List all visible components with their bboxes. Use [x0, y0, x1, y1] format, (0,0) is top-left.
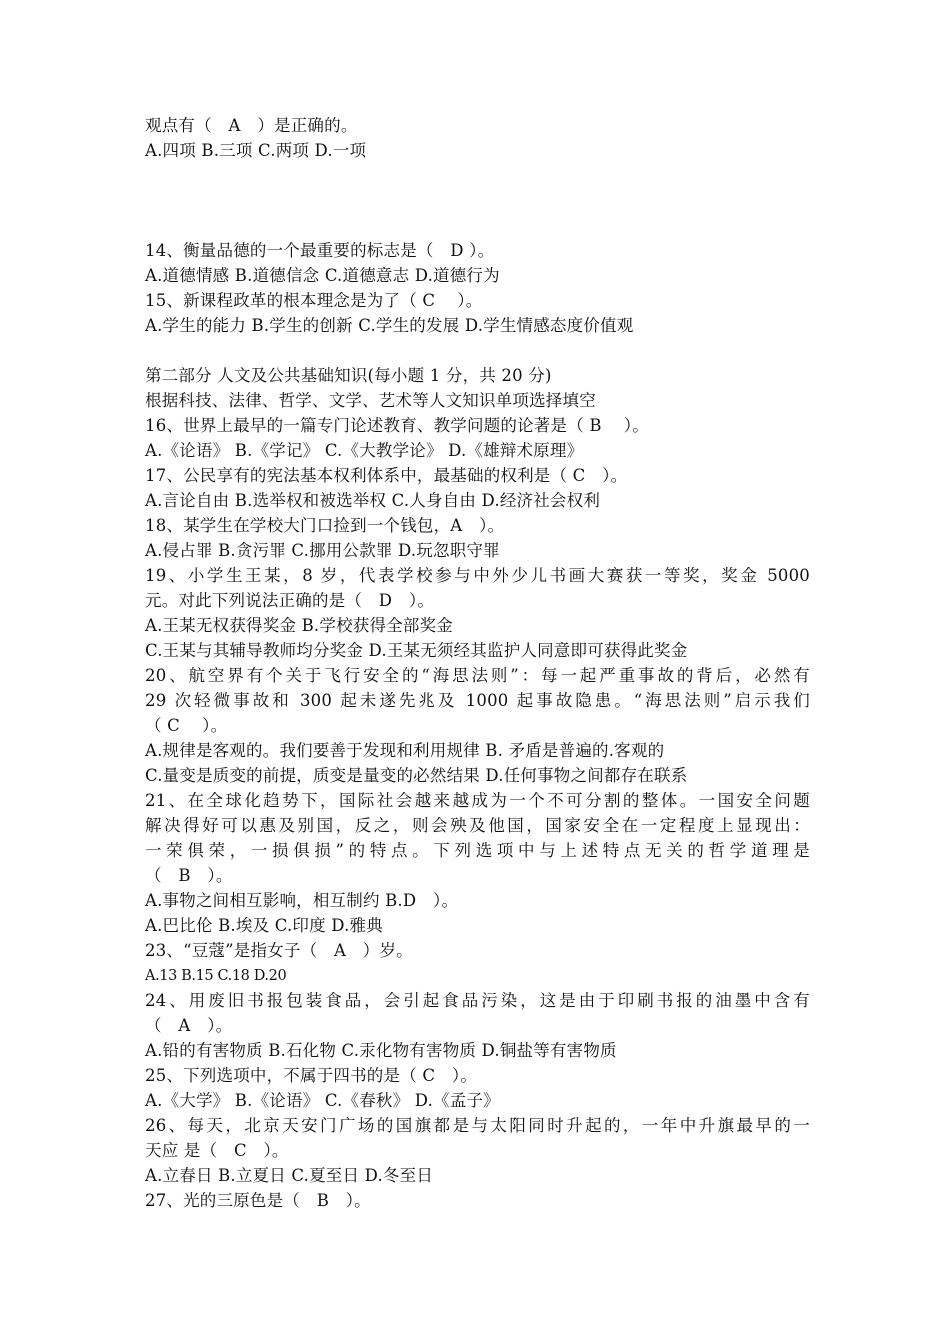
question-24: 24、用废旧书报包装食品，会引起食品污染，这是由于印刷书报的油墨中含有	[145, 991, 810, 1010]
question-21-cont: 一荣俱荣，一损俱损”的特点。下列选项中与上述特点无关的哲学道理是	[145, 841, 810, 860]
question-18: 18、某学生在学校大门口捡到一个钱包，A ）。	[145, 516, 505, 535]
options-25: A.《大学》 B.《论语》 C.《春秋》 D.《孟子》	[145, 1091, 500, 1110]
text-line: A.四项 B.三项 C.两项 D.一项	[145, 141, 367, 160]
options-22: A.巴比伦 B.埃及 C.印度 D.雅典	[145, 916, 383, 935]
text-line: 观点有（ A ）是正确的。	[145, 116, 358, 135]
options-19-cont: C.王某与其辅导教师均分奖金 D.王某无须经其监护人同意即可获得此奖金	[145, 641, 688, 660]
question-20: 20、航空界有个关于飞行安全的“海思法则”：每一起严重事故的背后，必然有	[145, 666, 810, 685]
question-26: 26、每天，北京天安门广场的国旗都是与太阳同时升起的，一年中升旗最早的一	[145, 1116, 810, 1135]
question-20-cont: 29 次轻微事故和 300 起未遂先兆及 1000 起事故隐患。“海思法则”启示我们	[145, 691, 810, 710]
question-19: 19、小学生王某，8 岁，代表学校参与中外少儿书画大赛获一等奖，奖金 5000	[145, 566, 810, 585]
question-23: 23、“豆蔻”是指女子（ A ）岁。	[145, 941, 413, 960]
question-20-answer: （ C ）。	[145, 716, 228, 735]
question-15: 15、新课程政革的根本理念是为了（ C ）。	[145, 291, 483, 310]
options-18: A.侵占罪 B.贪污罪 C.挪用公款罪 D.玩忽职守罪	[145, 541, 500, 560]
options-15: A.学生的能力 B.学生的创新 C.学生的发展 D.学生情感态度价值观	[145, 316, 634, 335]
question-27: 27、光的三原色是（ B ）。	[145, 1191, 371, 1210]
options-23: A.13 B.15 C.18 D.20	[145, 968, 287, 984]
options-24: A.铅的有害物质 B.石化物 C.汞化物有害物质 D.铜盐等有害物质	[145, 1041, 617, 1060]
question-17: 17、公民享有的宪法基本权利体系中，最基础的权利是（ C ）。	[145, 466, 628, 485]
question-26-cont: 天应 是（ C ）。	[145, 1141, 289, 1160]
options-20-cont: C.量变是质变的前提，质变是量变的必然结果 D.任何事物之间都存在联系	[145, 766, 688, 785]
options-20: A.规律是客观的。我们要善于发现和利用规律 B. 矛盾是普遍的.客观的	[145, 741, 665, 760]
question-14: 14、衡量品德的一个最重要的标志是（ D ）。	[145, 241, 495, 260]
question-24-answer: （ A ）。	[145, 1016, 233, 1035]
question-19-cont: 元。对此下列说法正确的是（ D ）。	[145, 591, 435, 610]
question-25: 25、下列选项中，不属于四书的是（ C ）。	[145, 1066, 478, 1085]
options-16: A.《论语》 B.《学记》 C.《大教学论》 D.《雄辩术原理》	[145, 441, 584, 460]
options-21: A.事物之间相互影响，相互制约 B.D ）。	[145, 891, 459, 910]
question-21: 21、在全球化趋势下，国际社会越来越成为一个不可分割的整体。一国安全问题	[145, 791, 810, 810]
options-26: A.立春日 B.立夏日 C.夏至日 D.冬至日	[145, 1166, 434, 1185]
section-instruction: 根据科技、法律、哲学、文学、艺术等人文知识单项选择填空	[145, 391, 596, 410]
options-17: A.言论自由 B.选举权和被选举权 C.人身自由 D.经济社会权利	[145, 491, 601, 510]
options-19: A.王某无权获得奖金 B.学校获得全部奖金	[145, 616, 453, 635]
question-16: 16、世界上最早的一篇专门论述教育、教学问题的论著是（ B ）。	[145, 416, 649, 435]
question-21-cont: 解决得好可以惠及别国，反之，则会殃及他国，国家安全在一定程度上显现出：	[145, 816, 810, 835]
question-21-answer: （ B ）。	[145, 866, 233, 885]
section-heading: 第二部分 人文及公共基础知识(每小题 1 分，共 20 分)	[145, 366, 552, 385]
options-14: A.道德情感 B.道德信念 C.道德意志 D.道德行为	[145, 266, 500, 285]
